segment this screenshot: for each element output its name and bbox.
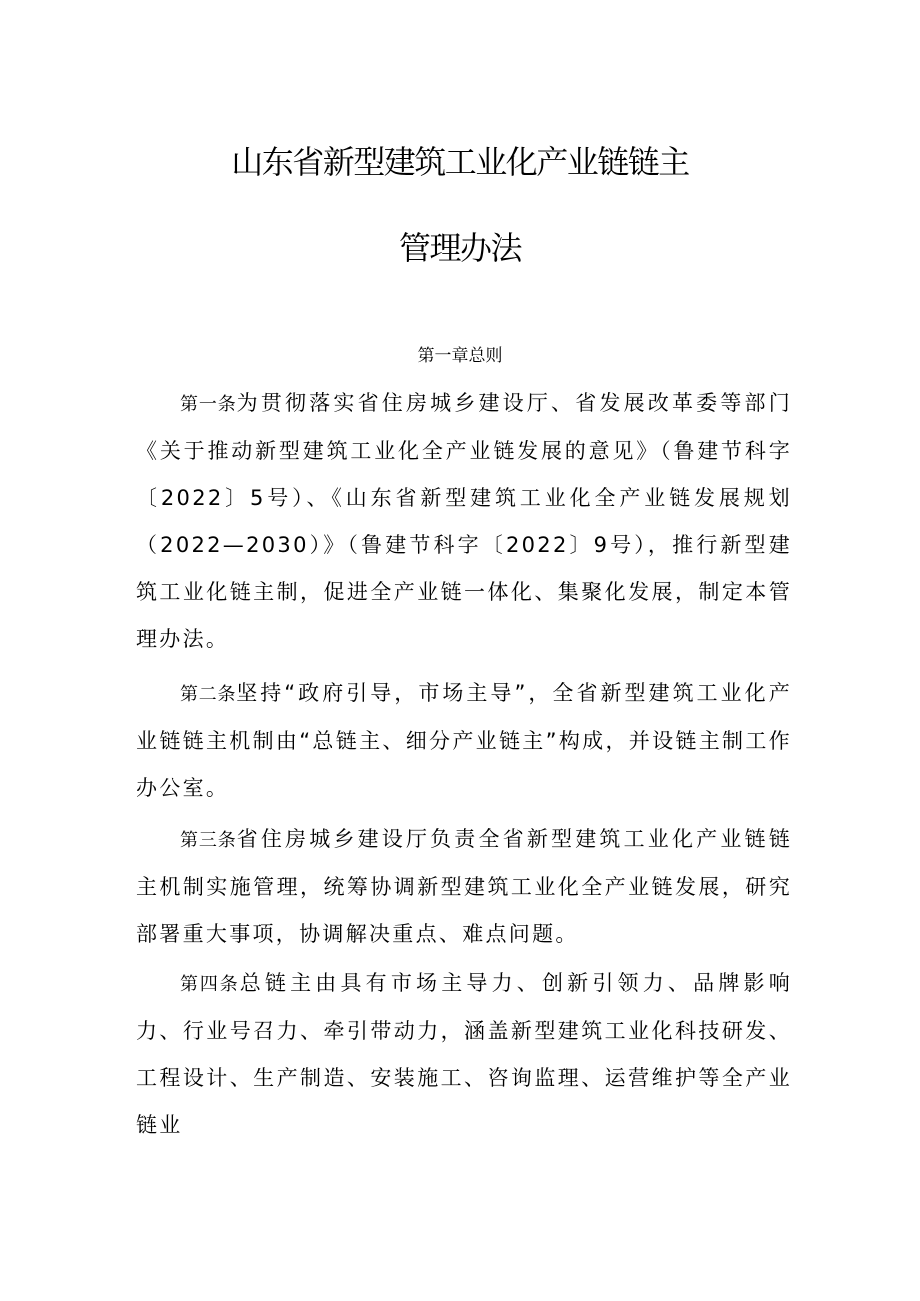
- article-3-label: 第三条: [180, 830, 237, 851]
- article-3: [136, 816, 792, 958]
- chapter-heading: 第一章总则: [417, 346, 503, 366]
- article-1-text: 为贯彻落实省住房城乡建设厅、省发展改革委等部门《关于推动新型建筑工业化全产业链发展的意见》（鲁建节科字〔2022〕5号）、《山东省新型建筑工业化全产业链发展规划（2022—2030）》（鲁建节科字〔2022〕9号），推行新型建筑工业化链主制，促进全产业链一体化、集聚化发展，制定本管理办法。: [136, 391, 792, 651]
- document-title-line-1: 山东省新型建筑工业化产业链链主: [231, 143, 689, 181]
- article-3-text: 省住房城乡建设厅负责全省新型建筑工业化产业链链主机制实施管理，统筹协调新型建筑工业化全产业链发展，研究部署重大事项，协调解决重点、难点问题。: [136, 827, 792, 946]
- document-title-line-2: 管理办法: [398, 229, 521, 267]
- article-2-text: 坚持“政府引导，市场主导”，全省新型建筑工业化产业链链主机制由“总链主、细分产业链主”构成，并设链主制工作办公室。: [136, 681, 792, 800]
- article-1: [136, 380, 792, 663]
- article-2-label: 第二条: [180, 684, 237, 705]
- article-4: [136, 960, 792, 1149]
- article-2: [136, 670, 792, 812]
- article-4-label: 第四条: [180, 974, 240, 995]
- article-1-label: 第一条: [180, 394, 237, 415]
- article-4-text: 总链主由具有市场主导力、创新引领力、品牌影响力、行业号召力、牵引带动力，涵盖新型建筑工业化科技研发、工程设计、生产制造、安装施工、咨询监理、运营维护等全产业链业: [136, 971, 793, 1137]
